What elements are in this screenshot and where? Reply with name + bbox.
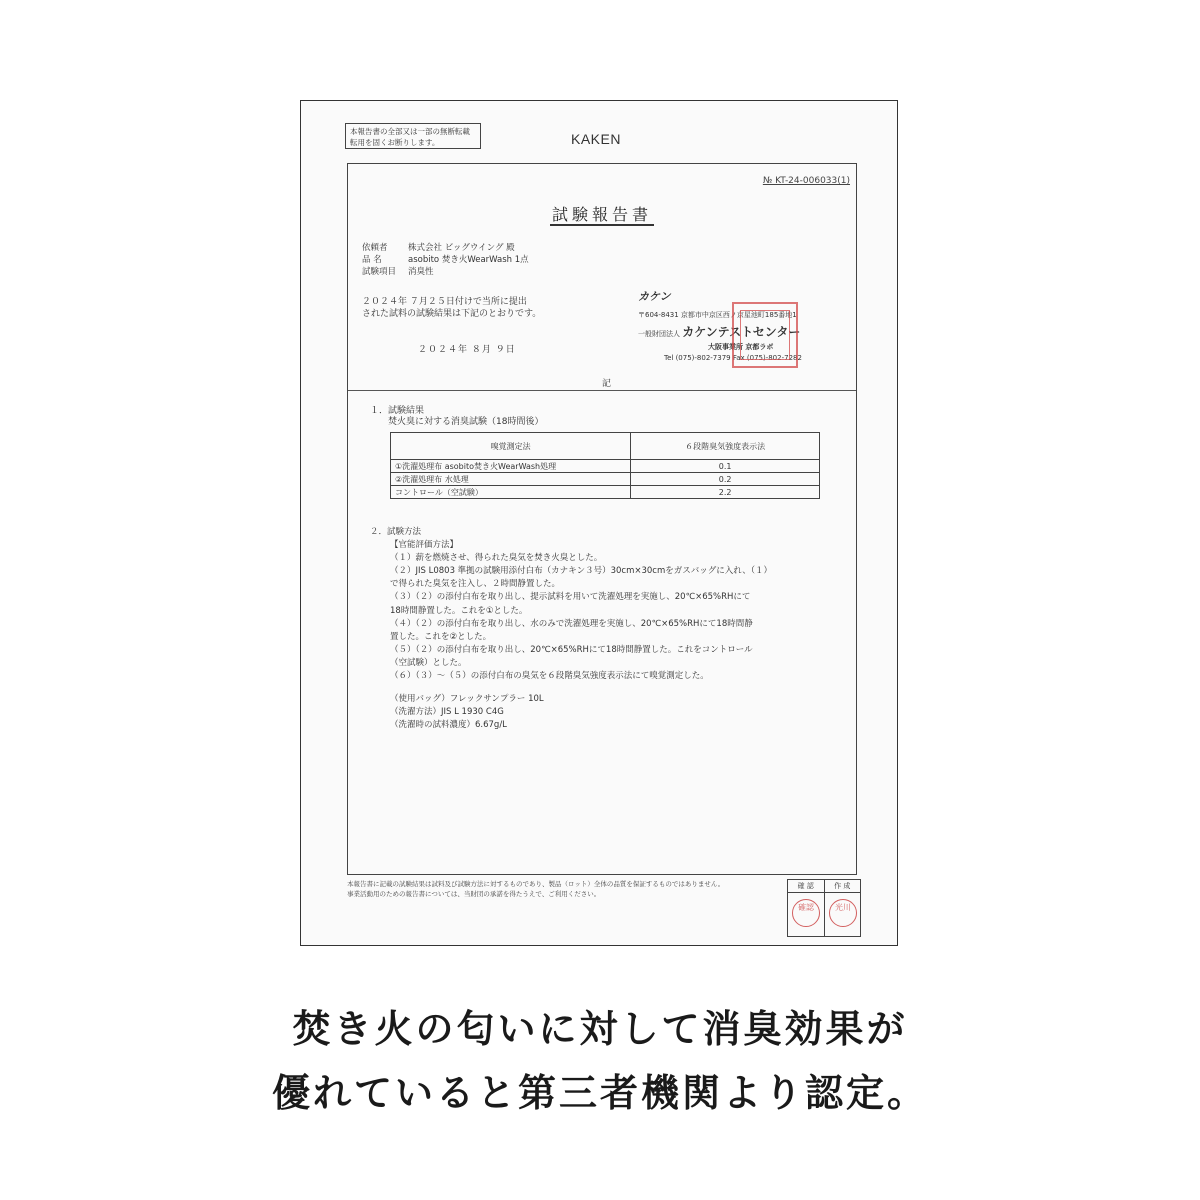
author-label: 作 成: [824, 880, 861, 892]
submission-paragraph: [362, 296, 602, 320]
report-number: № KT-24-006033(1): [762, 176, 850, 186]
spacer: [370, 683, 850, 693]
report-info: [362, 242, 529, 278]
client-value: 株式会社 ビッグウイング 殿: [408, 243, 515, 253]
lab-tel: Tel (075)-802-7379 Fax (075)-802-7282: [664, 354, 802, 362]
red-seal-inner: [740, 310, 790, 360]
lab-branch: 大阪事業所 京都ラボ: [708, 343, 774, 351]
confirm-stamp: 確認: [792, 899, 820, 927]
item-label: 品 名: [362, 255, 382, 265]
section-1: [370, 406, 543, 428]
red-seal: [732, 302, 798, 368]
footer-line-2: 事業活動用のための報告書については、当財団の承諾を得たうえで、ご利用ください。: [347, 890, 601, 898]
section-1-title: １．試験結果: [370, 406, 425, 416]
section-2-title: ２．試験方法: [370, 527, 422, 537]
report-title: [348, 202, 856, 225]
method-line: （１）薪を燃焼させ、得られた臭気を焚き火臭とした。: [390, 553, 603, 564]
table-header-scale: ６段階臭気強度表示法: [631, 433, 820, 460]
row-label: ①洗濯処理布 asobito焚き火WearWash処理: [391, 460, 631, 473]
method-line: （２）JIS L0803 準拠の試験用添付白布（カナキン３号）30cm×30cmをガスバッグに入れ、（１）: [390, 566, 773, 577]
results-table: [390, 432, 820, 499]
row-label: ②洗濯処理布 水処理: [391, 473, 631, 486]
confirmation-header: [788, 880, 860, 893]
section-1-subtitle: 焚火臭に対する消臭試験（18時間後）: [388, 417, 544, 427]
client-row: [362, 242, 529, 254]
usage-line: （洗濯方法）JIS L 1930 C4G: [390, 707, 504, 718]
stamp-area: [788, 893, 860, 937]
ki-mark: 記: [602, 379, 612, 389]
test-value: 消臭性: [408, 267, 434, 277]
method-line: （６）（３）～（５）の添付白布の臭気を６段階臭気強度表示法にて嗅覚測定した。: [390, 671, 709, 682]
lab-org-prefix: 一般財団法人: [638, 330, 680, 338]
table-row: [391, 486, 820, 499]
method-line: （５）（２）の添付白布を取り出し、20℃×65%RHにて18時間静置した。これをコントロール: [390, 644, 753, 655]
row-value: 0.2: [631, 473, 820, 486]
paragraph-line-1: ２０２４年 ７月２５日付けで当所に提出: [362, 297, 527, 307]
caption-line-2: 優れていると第三者機関より認定。: [271, 1071, 928, 1115]
report-document: [300, 100, 898, 946]
method-line: （空試験）とした。: [390, 657, 467, 668]
row-value: 2.2: [631, 486, 820, 499]
caption-line-1: 焚き火の匂いに対して消臭効果が: [292, 1007, 908, 1051]
method-line: （４）（２）の添付白布を取り出し、水のみで洗濯処理を実施し、20℃×65%RHにて18時間静: [390, 618, 753, 629]
method-line: （３）（２）の添付白布を取り出し、提示試料を用いて洗濯処理を実施し、20℃×65%RHにて: [390, 592, 751, 603]
stamp-divider: [824, 893, 825, 937]
paragraph-line-2: された試料の試験結果は下記のとおりです。: [362, 309, 542, 319]
test-row: [362, 266, 529, 278]
section-2: [370, 526, 850, 732]
item-row: [362, 254, 529, 266]
confirm-label: 確 認: [797, 882, 814, 890]
section-divider: [348, 390, 856, 391]
row-label: コントロール（空試験）: [391, 486, 631, 499]
test-label: 試験項目: [362, 267, 397, 277]
issue-date: ２０２４年 ８月 ９日: [418, 345, 516, 355]
author-stamp: 光川: [829, 899, 857, 927]
usage-line: （洗濯時の試料濃度）6.67g/L: [390, 720, 507, 731]
client-label: 依頼者: [362, 243, 388, 253]
method-line: で得られた臭気を注入し、２時間静置した。: [390, 579, 561, 590]
usage-line: （使用バッグ）フレックサンプラー 10L: [390, 694, 544, 705]
method-line: 18時間静置した。これを①とした。: [390, 605, 528, 616]
row-value: 0.1: [631, 460, 820, 473]
table-row: [391, 473, 820, 486]
table-row: [391, 460, 820, 473]
method-line: 置した。これを②とした。: [390, 631, 492, 642]
lab-address: 〒604-8431 京都市中京区西ノ京星池町185番地1: [638, 311, 797, 319]
footer-line-1: 本報告書に記載の試験結果は試料及び試験方法に対するものであり、製品（ロット）全体の品質を保証するものではありません。: [347, 880, 725, 888]
table-header-method: 嗅覚測定法: [391, 433, 631, 460]
lab-org-name: カケンテストセンター: [682, 325, 801, 339]
lab-block: [638, 288, 848, 368]
section-2-subtitle: 【官能評価方法】: [390, 540, 459, 551]
item-value: asobito 焚き火WearWash 1点: [408, 255, 529, 265]
document-footer: [347, 879, 787, 899]
lab-logo: カケン: [638, 290, 671, 303]
report-body: [347, 163, 857, 875]
brand-header: KAKEN: [571, 131, 621, 147]
reproduction-notice: 本報告書の全部又は一部の無断転載転用を固くお断りします。: [345, 123, 481, 149]
confirmation-box: [787, 879, 861, 937]
table-header-row: [391, 433, 820, 460]
report-title-text: 試験報告書: [551, 205, 652, 224]
